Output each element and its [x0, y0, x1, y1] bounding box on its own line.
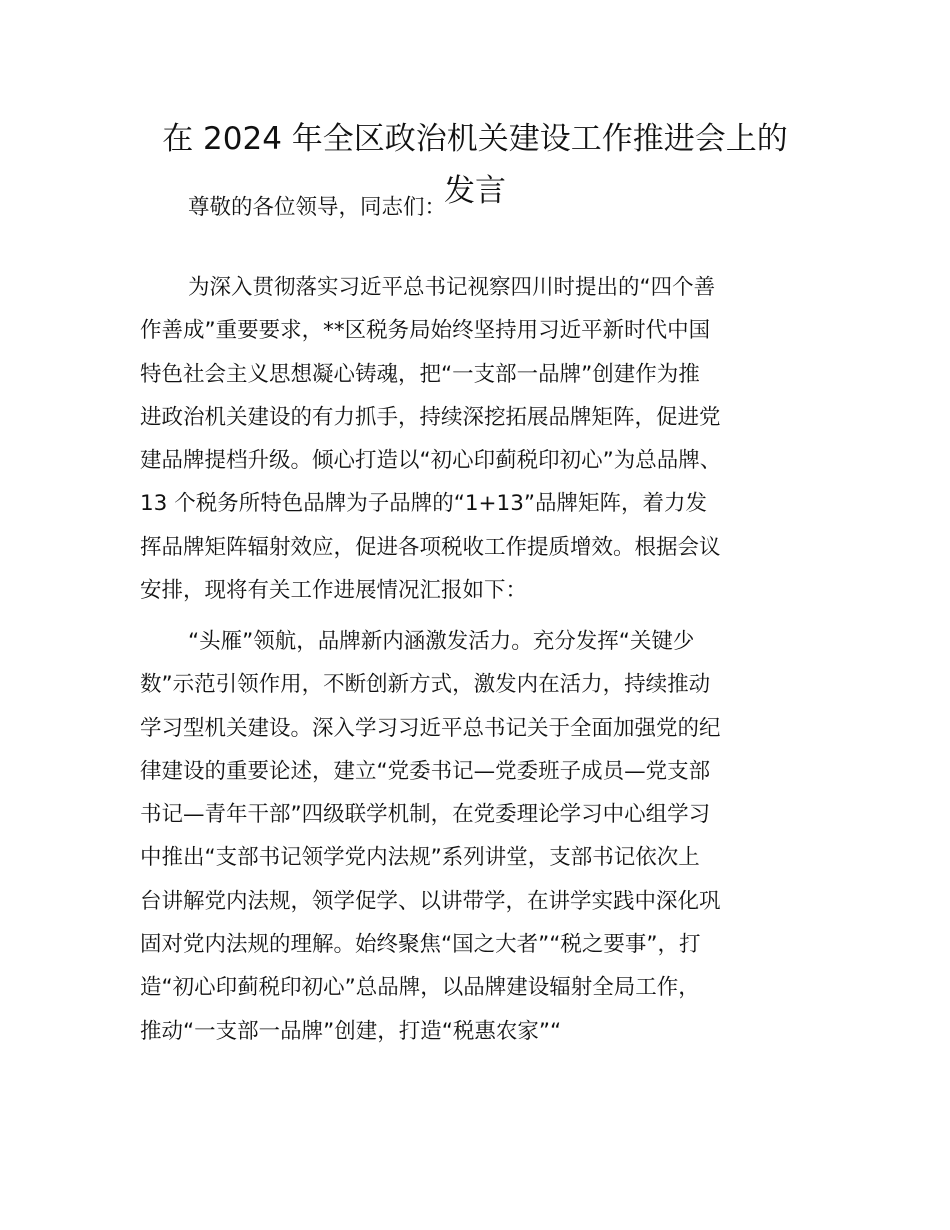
greeting-line: 尊敬的各位领导，同志们：	[188, 195, 447, 220]
paragraph-line: 进政治机关建设的有力抓手，持续深挖拓展品牌矩阵，促进党	[140, 404, 721, 430]
paragraph-line: 为深入贯彻落实习近平总书记视察四川时提出的“四个善	[188, 275, 716, 300]
paragraph-lead-goose	[140, 620, 812, 1053]
paragraph-line: 数”示范引领作用，不断创新方式，激发内在活力，持续推动	[140, 672, 711, 698]
paragraph-line: 挥品牌矩阵辐射效应，促进各项税收工作提质增效。根据会议	[140, 534, 721, 560]
paragraph-line: 安排，现将有关工作进展情况汇报如下：	[140, 578, 528, 604]
paragraph-line: 13 个税务所特色品牌为子品牌的“1+13”品牌矩阵，着力发	[140, 491, 708, 517]
paragraph-line: 中推出“支部书记领学党内法规”系列讲堂，支部书记依次上	[140, 845, 700, 871]
paragraph-line: 书记—青年干部”四级联学机制，在党委理论学习中心组学习	[140, 802, 711, 828]
paragraph-line: 建品牌提档升级。倾心打造以“初心印蓟税印初心”为总品牌、	[140, 448, 722, 474]
greeting	[140, 186, 812, 229]
paragraph-line: 特色社会主义思想凝心铸魂，把“一支部一品牌”创建作为推	[140, 361, 700, 387]
title-line: 在 2024 年全区政治机关建设工作推进会上的	[162, 121, 788, 157]
paragraph-line: 造“初心印蓟税印初心”总品牌，以品牌建设辐射全局工作，	[140, 975, 700, 1001]
paragraph-line: 律建设的重要论述，建立“党委书记—党委班子成员—党支部	[140, 758, 711, 784]
paragraph-line: 固对党内法规的理解。始终聚焦“国之大者”“税之要事”，打	[140, 932, 701, 958]
paragraph-line: 学习型机关建设。深入学习习近平总书记关于全面加强党的纪	[140, 715, 721, 741]
paragraph-line: 推动“一支部一品牌”创建，打造“税惠农家”“	[140, 1018, 562, 1044]
paragraph-intro	[140, 266, 812, 612]
paragraph-line: 作善成”重要要求，**区税务局始终坚持用习近平新时代中国	[140, 318, 711, 344]
paragraph-line: “头雁”领航，品牌新内涵激发活力。充分发挥“关键少	[188, 629, 695, 654]
title-line: 发言	[444, 173, 506, 209]
paragraph-line: 台讲解党内法规，领学促学、以讲带学，在讲学实践中深化巩	[140, 888, 721, 914]
